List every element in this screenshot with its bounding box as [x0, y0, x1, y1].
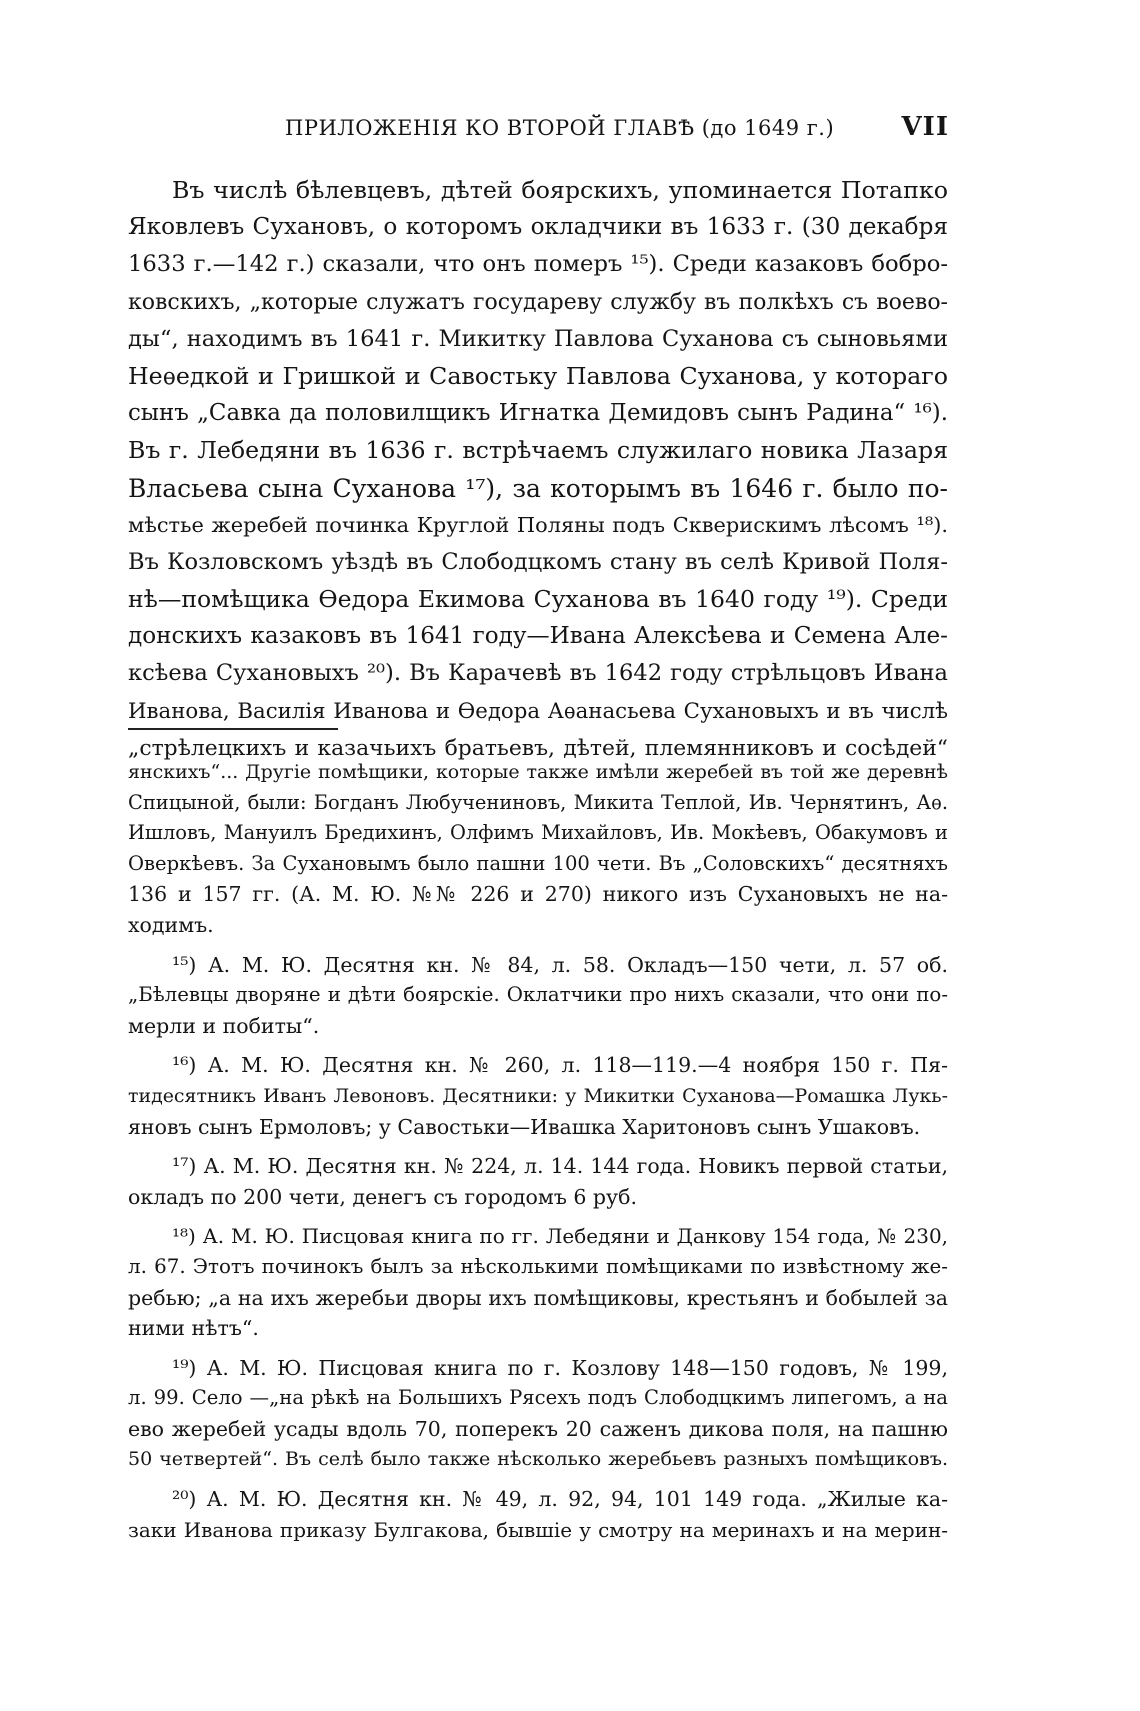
text-line: Въ Козловскомъ уѣздѣ въ Слободцкомъ стану въ селѣ Кривой Поля-: [128, 548, 948, 575]
footnote-line: ево жеребей усады вдоль 70, поперекъ 20 саженъ дикова поля, на пашню: [128, 1416, 948, 1441]
footnote-line: ними нѣтъ“.: [128, 1316, 259, 1341]
text-line: Въ числѣ бѣлевцевъ, дѣтей боярскихъ, упоминается Потапко: [172, 176, 948, 204]
footnote-line: заки Иванова приказу Булгакова, бывшіе у смотру на меринахъ и на мерин-: [128, 1517, 948, 1542]
footnote-line: л. 99. Село —„на рѣкѣ на Большихъ Рясехъ подъ Слободцкимъ липегомъ, а на: [128, 1386, 948, 1410]
footnote-line: ¹⁸) А. М. Ю. Писцовая книга по гг. Лебедяни и Данкову 154 года, № 230,: [172, 1224, 948, 1249]
text-line: ковскихъ, „которые служатъ государеву службу въ полкѣхъ съ воево-: [128, 289, 948, 315]
footnote-17: [128, 1151, 948, 1212]
text-line: Иванова, Василія Иванова и Ѳедора Аѳанасьева Сухановыхъ и въ числѣ: [128, 698, 948, 724]
main-text: [128, 172, 948, 767]
text-line: Въ г. Лебедяни въ 1636 г. встрѣчаемъ служилаго новика Лазаря: [128, 436, 948, 465]
footnote-line: Ишловъ, Мануилъ Бредихинъ, Олфимъ Михайловъ, Ив. Мокѣевъ, Обакумовъ и: [128, 821, 948, 845]
footnote-line: янскихъ“... Другіе помѣщики, которые также имѣли жеребей въ той же деревнѣ: [128, 761, 948, 783]
footnote-line: ходимъ.: [128, 912, 214, 937]
text-line: „стрѣлецкихъ и казачьихъ братьевъ, дѣтей, племянниковъ и сосѣдей“: [128, 735, 948, 761]
footnote-line: ¹⁹) А. М. Ю. Писцовая книга по г. Козлову 148—150 годовъ, № 199,: [172, 1355, 948, 1380]
footnote-line: Оверкѣевъ. За Сухановымъ было пашни 100 чети. Въ „Соловскихъ“ десятняхъ: [128, 851, 948, 875]
text-line: мѣстье жеребей починка Круглой Поляны подъ Скверискимъ лѣсомъ ¹⁸).: [128, 512, 948, 537]
footnote-line: ¹⁶) А. М. Ю. Десятня кн. № 260, л. 118—119.—4 ноября 150 г. Пя-: [172, 1053, 948, 1078]
text-line: Неѳедкой и Гришкой и Савостьку Павлова Суханова, у котораго: [128, 361, 948, 390]
page-header: [285, 112, 949, 152]
text-line: 1633 г.—142 г.) сказали, что онъ померъ ¹⁵). Среди казаковъ бобро-: [128, 251, 948, 278]
footnotes: [128, 757, 948, 1545]
footnote-line: л. 67. Этотъ починокъ былъ за нѣсколькими помѣщиками по извѣстному же-: [128, 1254, 948, 1278]
footnote-16: [128, 1050, 948, 1142]
footnote-line: мерли и побиты“.: [128, 1013, 320, 1038]
footnote-line: 136 и 157 гг. (А. М. Ю. №№ 226 и 270) никого изъ Сухановыхъ не на-: [128, 882, 948, 907]
footnote-line: ¹⁷) А. М. Ю. Десятня кн. № 224, л. 14. 144 года. Новикъ первой статьи,: [172, 1154, 948, 1179]
text-line: сынъ „Савка да половилщикъ Игнатка Демидовъ сынъ Радина“ ¹⁶).: [128, 400, 948, 427]
text-line: ксѣева Сухановыхъ ²⁰). Въ Карачевѣ въ 1642 году стрѣльцовъ Ивана: [128, 660, 948, 687]
text-line: Власьева сына Суханова ¹⁷), за которымъ въ 1646 г. было по-: [128, 473, 948, 503]
footnote-line: 50 четвертей“. Въ селѣ было также нѣсколько жеребьевъ разныхъ помѣщиковъ.: [128, 1448, 948, 1471]
footnote-line: „Бѣлевцы дворяне и дѣти боярскіе. Оклатчики про нихъ сказали, что они по-: [128, 983, 948, 1007]
footnote-19: [128, 1353, 948, 1475]
footnote-line: ²⁰) А. М. Ю. Десятня кн. № 49, л. 92, 94, 101 149 года. „Жилые ка-: [172, 1487, 948, 1512]
footnote-divider: [128, 728, 338, 730]
text-line: нѣ—помѣщика Ѳедора Екимова Суханова въ 1640 году ¹⁹). Среди: [128, 585, 948, 614]
footnote-18: [128, 1221, 948, 1343]
footnote-line: ребью; „а на ихъ жеребьи дворы ихъ помѣщиковы, крестьянъ и бобылей за: [128, 1285, 948, 1310]
text-line: Яковлевъ Сухановъ, о которомъ окладчики въ 1633 г. (30 декабря: [128, 214, 948, 241]
running-head: ПРИЛОЖЕНІЯ КО ВТОРОЙ ГЛАВѢ (до 1649 г.): [285, 116, 835, 140]
footnote-20: [128, 1484, 948, 1545]
footnote-line: тидесятникъ Иванъ Левоновъ. Десятники: у Микитки Суханова—Ромашка Лукь-: [128, 1084, 948, 1107]
footnote-line: яновъ сынъ Ермоловъ; у Савостьки—Ивашка Харитоновъ сынъ Ушаковъ.: [128, 1114, 921, 1139]
footnote-continuation: [128, 757, 948, 941]
page-number: VII: [901, 112, 949, 142]
text-line: донскихъ казаковъ въ 1641 году—Ивана Алексѣева и Семена Але-: [128, 623, 948, 650]
footnote-line: окладъ по 200 чети, денегъ съ городомъ 6 руб.: [128, 1184, 637, 1209]
footnote-line: Спицыной, были: Богданъ Любучениновъ, Микита Теплой, Ив. Чернятинъ, Аѳ.: [128, 790, 948, 814]
text-line: ды“, находимъ въ 1641 г. Микитку Павлова Суханова съ сыновьями: [128, 325, 948, 352]
footnote-line: ¹⁵) А. М. Ю. Десятня кн. № 84, л. 58. Окладъ—150 чети, л. 57 об.: [172, 952, 948, 977]
footnote-15: [128, 950, 948, 1042]
